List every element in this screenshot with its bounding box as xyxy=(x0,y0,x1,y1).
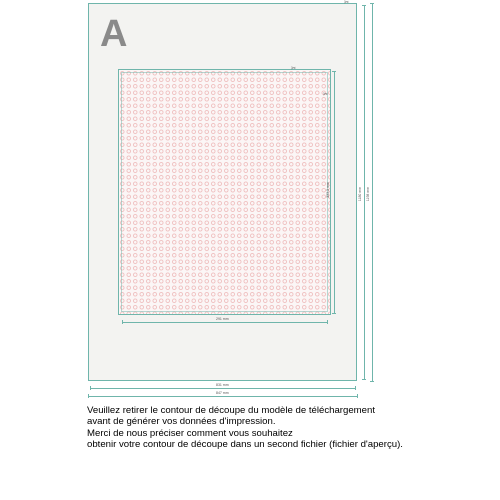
outer-inner-width-label: 831 mm xyxy=(216,383,229,387)
outer-width-dimension-line xyxy=(88,396,357,397)
dimension-tick xyxy=(332,313,336,314)
print-height-label: 333,3 mm xyxy=(325,182,330,198)
print-width-label: 291 mm xyxy=(216,317,229,321)
instruction-line: Veuillez retirer le contour de découpe du modèle de téléchargement xyxy=(87,405,375,416)
dimension-tick xyxy=(357,394,358,398)
outer-width-label: 847 mm xyxy=(216,391,229,395)
instruction-line: avant de générer vos données d'impression. xyxy=(87,416,276,428)
scissors-icon: ✂ xyxy=(323,91,329,98)
scissors-icon: ✂ xyxy=(291,65,297,72)
print-area xyxy=(118,69,331,315)
dimension-tick xyxy=(332,71,336,72)
instruction-line: Merci de nous préciser comment vous souhaitez xyxy=(87,427,293,439)
dimension-tick xyxy=(90,386,91,390)
outer-height-label: 1198 mm xyxy=(366,186,371,202)
outer-inner-height-label: 1180 mm xyxy=(358,186,363,202)
scissors-icon: ✂ xyxy=(344,0,350,6)
dimension-tick xyxy=(370,381,374,382)
dimension-tick xyxy=(355,386,356,390)
print-width-dimension-line xyxy=(122,322,327,323)
variant-letter: A xyxy=(100,13,128,55)
outer-inner-width-dimension-line xyxy=(90,388,355,389)
print-height-dimension-line xyxy=(334,71,335,313)
dimension-tick xyxy=(122,320,123,324)
instructions-text xyxy=(87,405,487,451)
outer-height-dimension-line xyxy=(372,3,373,381)
dimension-tick xyxy=(362,379,366,380)
dimension-tick xyxy=(370,3,374,4)
dimension-tick xyxy=(327,320,328,324)
instruction-line: obtenir votre contour de découpe dans un second fichier (fichier d'aperçu). xyxy=(87,439,403,451)
dimension-tick xyxy=(362,5,366,6)
outer-inner-height-dimension-line xyxy=(364,5,365,379)
dimension-tick xyxy=(88,394,89,398)
